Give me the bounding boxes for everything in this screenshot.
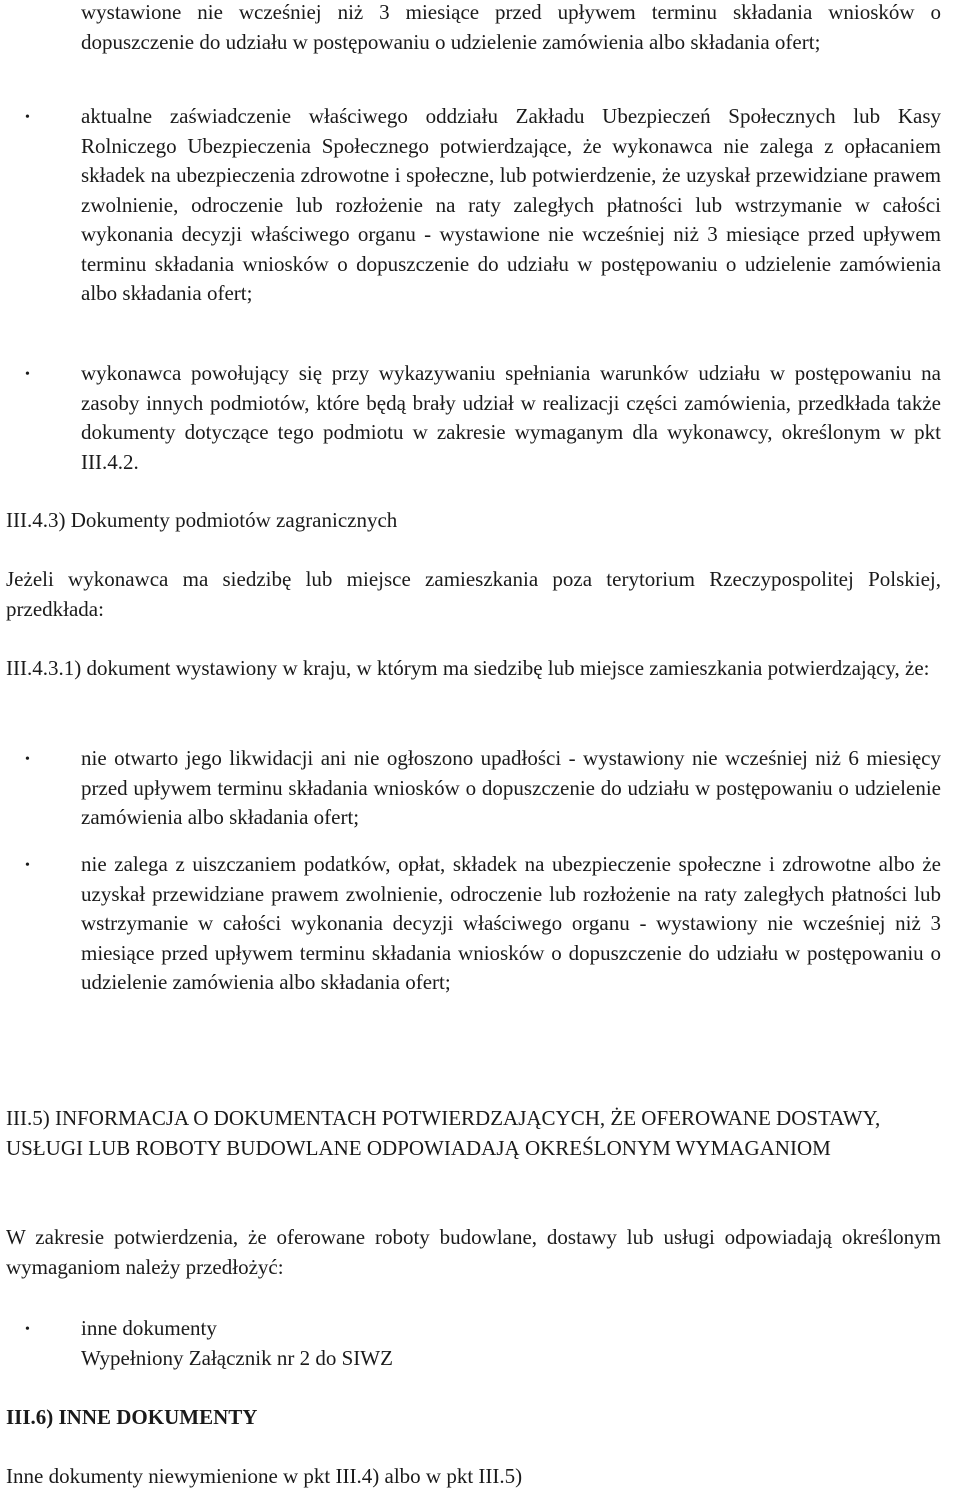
bullet-icon: [25, 112, 37, 124]
list-item-podmioty: wykonawca powołujący się przy wykazywaniu spełniania warunków udziału w postępowaniu na zasoby innych podmiotów, które będą brały udział w realizacji części zamówienia, przedkłada także dokumenty dotyczące tego podmiotu w zakresie wymaganym dla wykonawcy, określonym w pkt III.4.2.: [81, 361, 941, 474]
paragraph-iii-5: W zakresie potwierdzenia, że oferowane roboty budowlane, dostawy lub usługi odpowiadają określonym wymaganiom należy przedłożyć:: [6, 1225, 941, 1279]
section-heading-iii-4-3: III.4.3) Dokumenty podmiotów zagranicznych: [6, 508, 398, 532]
paragraph-zagraniczni: Jeżeli wykonawca ma siedzibę lub miejsce zamieszkania poza terytorium Rzeczypospolitej Polskiej, przedkłada:: [6, 567, 941, 621]
list-item-inne-dokumenty: [81, 1314, 941, 1373]
bullet-icon: [25, 369, 37, 381]
section-heading-iii-5: III.5) INFORMACJA O DOKUMENTACH POTWIERDZAJĄCYCH, ŻE OFEROWANE DOSTAWY, USŁUGI LUB ROBOTY BUDOWLANE ODPOWIADAJĄ OKREŚLONYM WYMAGANIOM: [6, 1106, 881, 1160]
list-item-zus: aktualne zaświadczenie właściwego oddziału Zakładu Ubezpieczeń Społecznych lub Kasy Rolniczego Ubezpieczenia Społecznego potwierdzające, że wykonawca nie zalega z opłacaniem składek na ubezpieczenia zdrowotne i społeczne, lub potwierdzenie, że uzyskał przewidziane prawem zwolnienie, odroczenie lub rozłożenie na raty zaległych płatności lub wstrzymanie w całości wykonania decyzji właściwego organu - wystawione nie wcześniej niż 3 miesiące przed upływem terminu składania wniosków o dopuszczenie do udziału w postępowaniu o udzielenie zamówienia albo składania ofert;: [81, 104, 941, 305]
list-item-inne-line-1: inne dokumenty: [81, 1316, 217, 1340]
list-item-likwidacja: nie otwarto jego likwidacji ani nie ogłoszono upadłości - wystawiony nie wcześniej niż 6 miesięcy przed upływem terminu składania wniosków o dopuszczenie do udziału w postępowaniu o udzielenie zamówienia albo składania ofert;: [81, 746, 941, 829]
list-item-inne-line-2: Wypełniony Załącznik nr 2 do SIWZ: [81, 1345, 393, 1370]
list-item-podatki: nie zalega z uiszczaniem podatków, opłat, składek na ubezpieczenie społeczne i zdrowotne albo że uzyskał przewidziane prawem zwolnienie, odroczenie lub rozłożenie na raty zaległych płatności lub wstrzymanie w całości wykonania decyzji właściwego organu - wystawiony nie wcześniej niż 3 miesiące przed upływem terminu składania wniosków o dopuszczenie do udziału w postępowaniu o udzielenie zamówienia albo składania ofert;: [81, 852, 941, 994]
bullet-icon: [25, 860, 37, 872]
section-heading-iii-6: III.6) INNE DOKUMENTY: [6, 1405, 258, 1429]
paragraph-iii-4-3-1: III.4.3.1) dokument wystawiony w kraju, w którym ma siedzibę lub miejsce zamieszkania potwierdzający, że:: [6, 656, 930, 680]
bullet-icon: [25, 754, 37, 766]
bullet-icon: [25, 1324, 37, 1336]
paragraph-iii-6: Inne dokumenty niewymienione w pkt III.4) albo w pkt III.5): [6, 1464, 523, 1488]
continued-paragraph: wystawione nie wcześniej niż 3 miesiące przed upływem terminu składania wniosków o dopuszczenie do udziału w postępowaniu o udzielenie zamówienia albo składania ofert;: [81, 0, 941, 54]
